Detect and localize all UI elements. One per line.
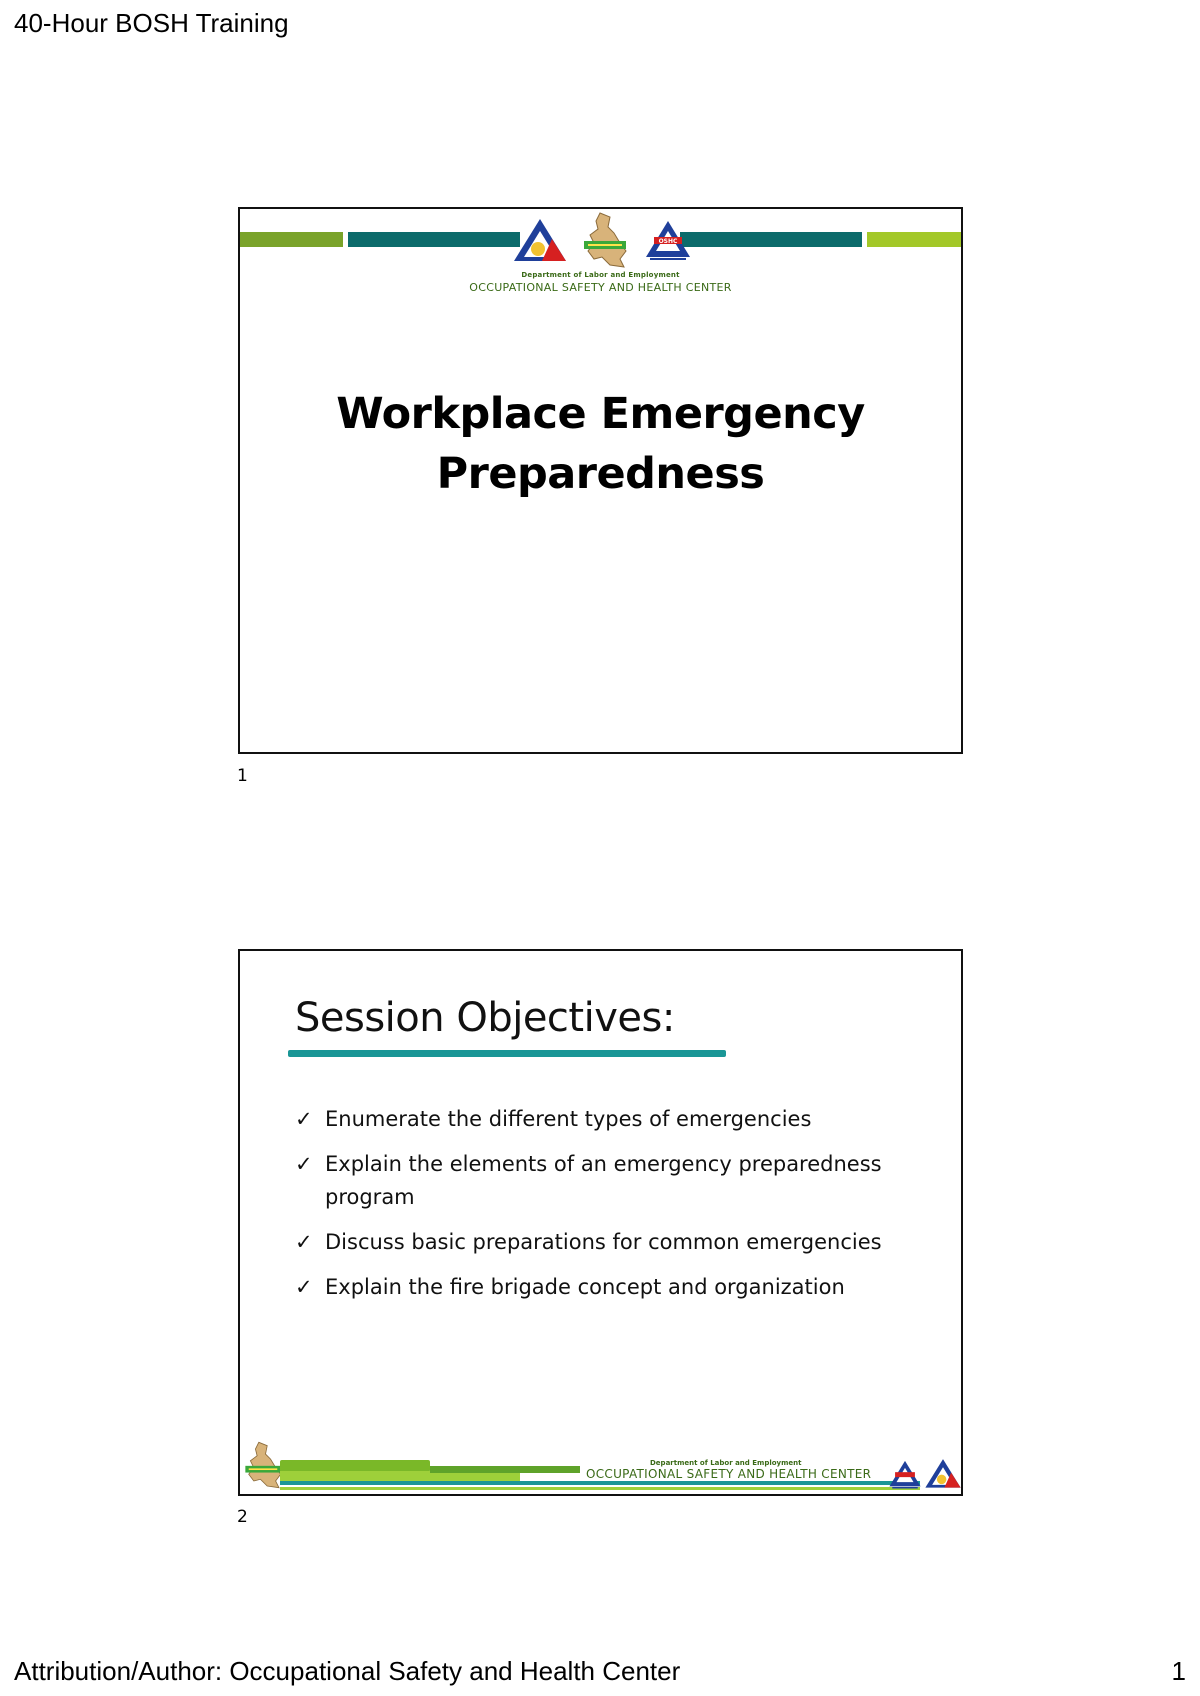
footer-department-label: Department of Labor and Employment <box>650 1459 802 1467</box>
objectives-title-underline <box>288 1050 726 1057</box>
slide-title-line-2: Preparedness <box>436 449 765 499</box>
checkmark-icon: ✓ <box>295 1107 313 1131</box>
header-bar-green-right <box>867 232 963 247</box>
footer-bar-green-dark <box>430 1466 580 1473</box>
list-item <box>295 1148 935 1214</box>
list-item <box>295 1226 935 1259</box>
philippines-map-logo-icon <box>580 211 630 269</box>
checkmark-icon: ✓ <box>295 1275 313 1299</box>
philippines-map-logo-icon <box>242 1439 284 1491</box>
document-header: 40-Hour BOSH Training <box>14 8 289 38</box>
slide-title <box>240 384 961 504</box>
dole-logo-icon <box>924 1457 962 1491</box>
slide-2 <box>238 949 963 1496</box>
footer-bar-teal <box>280 1481 920 1485</box>
slide-title-line-1: Workplace Emergency <box>336 389 865 439</box>
objectives-title: Session Objectives: <box>295 995 675 1041</box>
header-bar-green-left <box>240 232 343 247</box>
dole-logo-icon <box>512 217 568 265</box>
footer-bar-lime <box>280 1487 920 1490</box>
header-bar-teal-right <box>680 232 862 247</box>
oshc-logo-icon <box>888 1459 922 1491</box>
slide-number-1: 1 <box>237 766 248 786</box>
department-label: Department of Labor and Employment <box>521 271 680 279</box>
checkmark-icon: ✓ <box>295 1230 313 1254</box>
checkmark-icon: ✓ <box>295 1152 313 1176</box>
objective-text: Explain the elements of an emergency preparedness program <box>325 1152 882 1209</box>
header-bar-teal-left <box>348 232 520 247</box>
objective-text: Enumerate the different types of emergencies <box>325 1107 812 1131</box>
center-name-label: OCCUPATIONAL SAFETY AND HEALTH CENTER <box>469 281 732 294</box>
page-number: 1 <box>1171 1656 1186 1686</box>
objective-text: Discuss basic preparations for common emergencies <box>325 1230 882 1254</box>
objectives-list <box>295 1103 935 1316</box>
footer-attribution: Attribution/Author: Occupational Safety and Health Center <box>14 1656 681 1686</box>
oshc-logo-icon <box>644 219 692 263</box>
objective-text: Explain the fire brigade concept and organization <box>325 1275 845 1299</box>
svg-text:OSHC: OSHC <box>658 238 678 245</box>
list-item <box>295 1271 935 1304</box>
footer-center-name-label: OCCUPATIONAL SAFETY AND HEALTH CENTER <box>586 1467 872 1481</box>
slide-number-2: 2 <box>237 1507 248 1527</box>
list-item <box>295 1103 935 1136</box>
slide-1 <box>238 207 963 754</box>
